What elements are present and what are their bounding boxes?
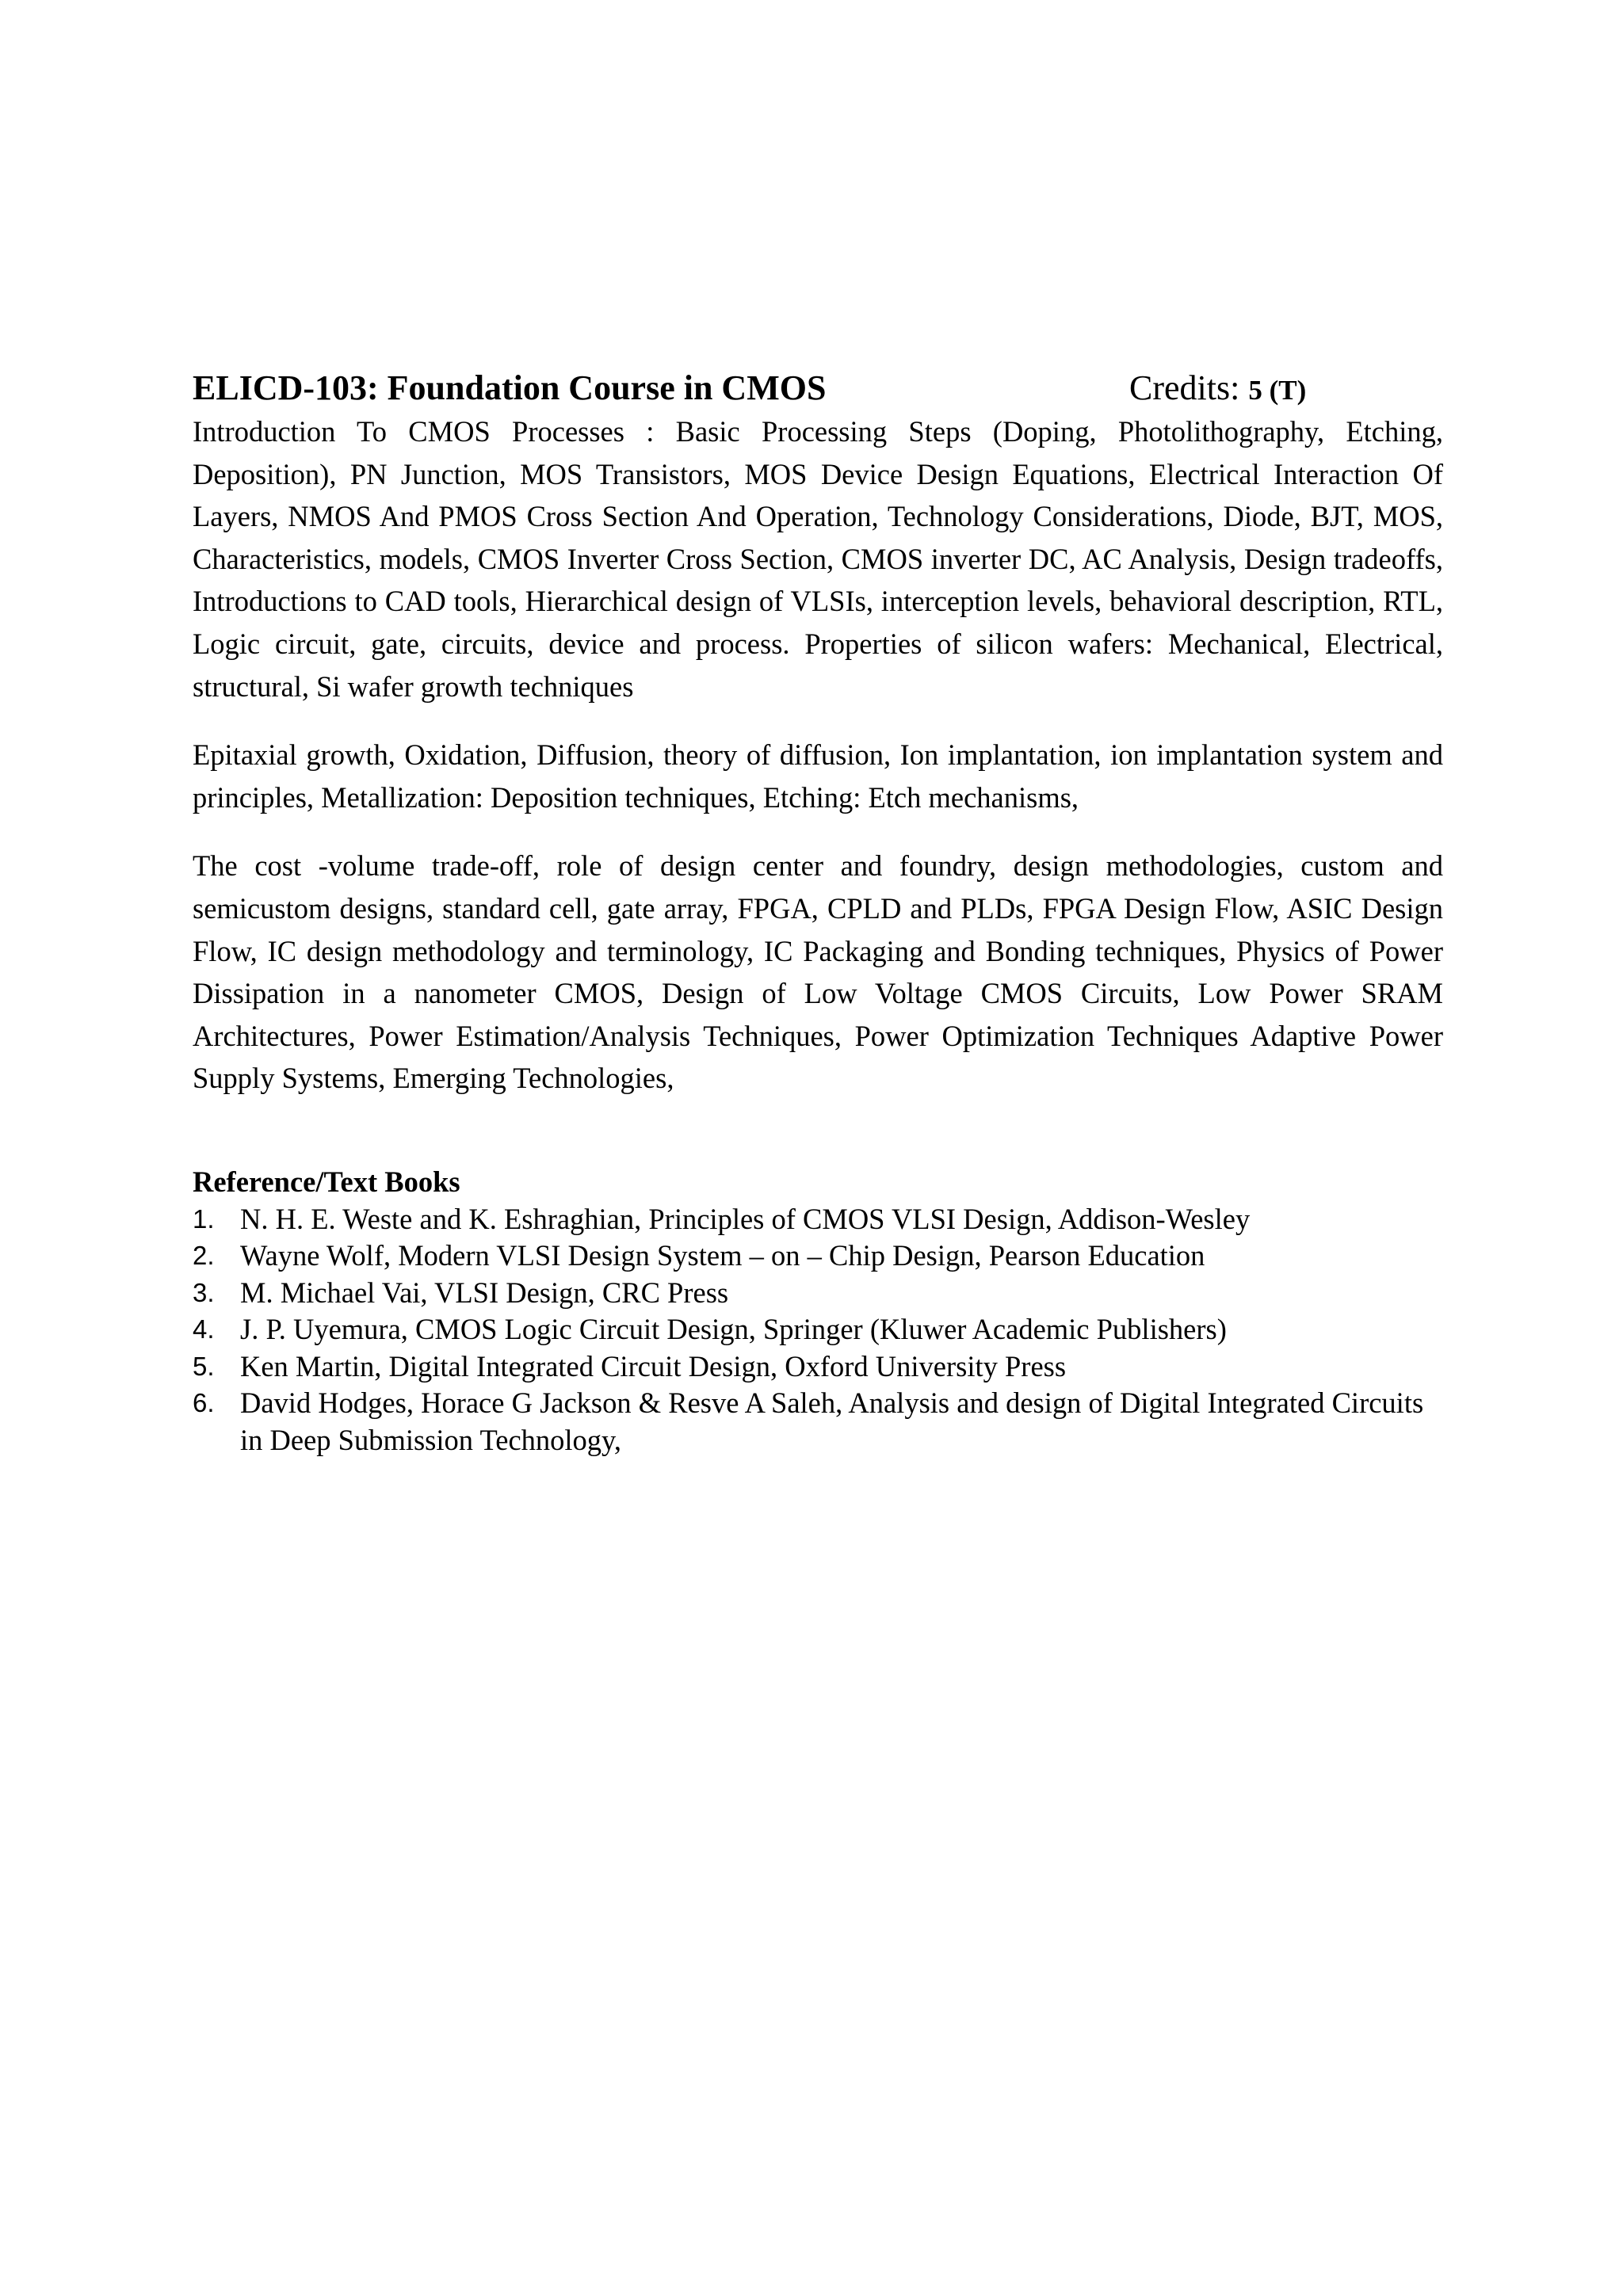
- reference-number: 2.: [193, 1241, 215, 1271]
- credits-value: 5 (T): [1248, 375, 1307, 406]
- credits-label: Credits:: [1129, 368, 1240, 407]
- syllabus-paragraph-2: Epitaxial growth, Oxidation, Diffusion, theory of diffusion, Ion implantation, ion implantation system and principles, Metallization: Deposition techniques, Etching: Etch mechanisms,: [193, 738, 1443, 814]
- reference-item: [193, 1311, 1443, 1348]
- reference-number: 6.: [193, 1388, 215, 1418]
- references-heading: Reference/Text Books: [193, 1165, 460, 1198]
- syllabus-paragraph-3: The cost -volume trade-off, role of design center and foundry, design methodologies, custom and semicustom designs, standard cell, gate array, FPGA, CPLD and PLDs, FPGA Design Flow, ASIC Design Flow, IC design methodology and terminology, IC Packaging and Bonding techniques, Physics of Power Dissipation in a nanometer CMOS, Design of Low Voltage CMOS Circuits, Low Power SRAM Architectures, Power Estimation/Analysis Techniques, Power Optimization Techniques Adaptive Power Supply Systems, Emerging Technologies,: [193, 849, 1443, 1095]
- reference-number: 5.: [193, 1351, 215, 1381]
- syllabus-paragraph-1: Introduction To CMOS Processes : Basic Processing Steps (Doping, Photolithography, Etching, Deposition), PN Junction, MOS Transistors, MOS Device Design Equations, Electrical Interaction Of Layers, NMOS And PMOS Cross Section And Operation, Technology Considerations, Diode, BJT, MOS, Characteristics, models, CMOS Inverter Cross Section, CMOS inverter DC, AC Analysis, Design tradeoffs, Introductions to CAD tools, Hierarchical design of VLSIs, interception levels, behavioral description, RTL, Logic circuit, gate, circuits, device and process. Properties of silicon wafers: Mechanical, Electrical, structural, Si wafer growth techniques: [193, 415, 1443, 703]
- reference-text: David Hodges, Horace G Jackson & Resve A Saleh, Analysis and design of Digital Integrated Circuits in Deep Submission Technology,: [240, 1386, 1424, 1456]
- course-header: [193, 366, 1443, 410]
- reference-number: 4.: [193, 1314, 215, 1344]
- reference-item: [193, 1275, 1443, 1312]
- reference-item: [193, 1385, 1443, 1459]
- reference-item: [193, 1201, 1443, 1238]
- reference-item: [193, 1238, 1443, 1275]
- course-title: ELICD-103: Foundation Course in CMOS: [193, 368, 827, 407]
- page-content: [193, 366, 1443, 1459]
- reference-text: N. H. E. Weste and K. Eshraghian, Principles of CMOS VLSI Design, Addison-Wesley: [240, 1202, 1251, 1235]
- reference-text: Ken Martin, Digital Integrated Circuit Design, Oxford University Press: [240, 1349, 1067, 1383]
- reference-number: 3.: [193, 1277, 215, 1307]
- reference-text: Wayne Wolf, Modern VLSI Design System – on – Chip Design, Pearson Education: [240, 1239, 1205, 1272]
- references-list: [193, 1201, 1443, 1459]
- course-credits: [1129, 366, 1306, 413]
- reference-number: 1.: [193, 1203, 215, 1234]
- reference-item: [193, 1348, 1443, 1386]
- reference-text: J. P. Uyemura, CMOS Logic Circuit Design, Springer (Kluwer Academic Publishers): [240, 1313, 1227, 1346]
- reference-text: M. Michael Vai, VLSI Design, CRC Press: [240, 1276, 729, 1309]
